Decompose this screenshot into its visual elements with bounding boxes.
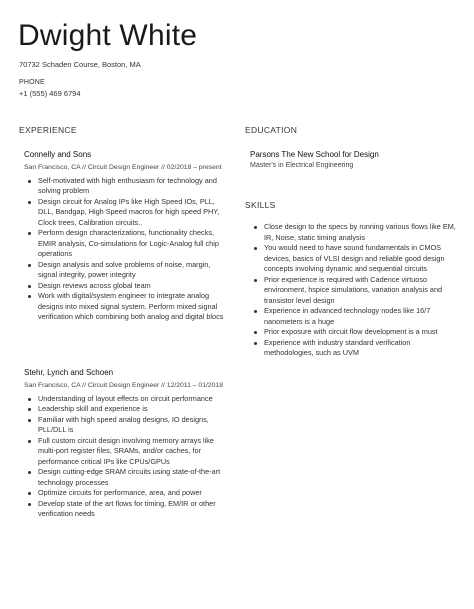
experience-heading: EXPERIENCE <box>19 125 77 135</box>
phone-number: +1 (555) 469 6794 <box>19 89 81 98</box>
candidate-name: Dwight White <box>18 19 198 52</box>
bullet-item: Design analysis and solve problems of noise, margin, signal integrity, power integrity <box>24 260 230 281</box>
skill-item: You would need to have sound fundamentals in CMOS devices, basics of VLSI design and reliable good design concepts involving dynamic and sequential circuits <box>250 243 456 275</box>
bullet-item: Design circuit for Analog IPs like High Speed IOs, PLL, DLL, Bandgap, High Speed macros for high speed PHY, Clock trees, Calibration circuits.. <box>24 197 230 229</box>
experience-entry <box>24 149 230 323</box>
skill-item: Prior experience is required with Cadence virtuoso environment, hspice simulations, variation analysis and transistor level design <box>250 275 456 307</box>
job-bullets <box>24 394 230 520</box>
skill-item: Close design to the specs by running various flows like EM, IR, Noise, static timing analysis <box>250 222 456 243</box>
degree: Master's in Electrical Engineering <box>250 162 354 169</box>
job-bullets <box>24 176 230 323</box>
job-meta: San Francisco, CA // Circuit Design Engineer // 02/2018 – present <box>24 164 222 171</box>
job-meta: San Francisco, CA // Circuit Design Engineer // 12/2011 – 01/2018 <box>24 382 223 389</box>
bullet-item: Perform design characterizations, functionality checks, EMIR analysis, Co-simulations for Logic-Analog full chip operations <box>24 228 230 260</box>
skills-heading: SKILLS <box>245 200 276 210</box>
bullet-item: Full custom circuit design involving memory arrays like multi-port register files, SRAMs, and/or caches, for performance critical IPs like CPUs/GPUs <box>24 436 230 468</box>
company-name: Stehr, Lynch and Schoen <box>24 368 114 377</box>
skill-item: Experience in advanced technology nodes like 16/7 nanometers is a huge <box>250 306 456 327</box>
bullet-item: Design reviews across global team <box>24 281 230 292</box>
bullet-item: Work with digital/system engineer to integrate analog designs into mixed signal system. Perform mixed signal verification which combining both analog and digital blocs <box>24 291 230 323</box>
education-heading: EDUCATION <box>245 125 298 135</box>
bullet-item: Leadership skill and experience is <box>24 404 230 415</box>
bullet-item: Design cutting-edge SRAM circuits using state-of-the-art technology processes <box>24 467 230 488</box>
address: 70732 Schaden Course, Boston, MA <box>19 60 141 69</box>
skills-list <box>250 222 456 359</box>
skill-item: Prior exposure with circuit flow development is a must <box>250 327 456 338</box>
bullet-item: Understanding of layout effects on circuit performance <box>24 394 230 405</box>
skill-item: Experience with industry standard verification methodologies, such as UVM <box>250 338 456 359</box>
bullet-item: Optimize circuits for performance, area, and power <box>24 488 230 499</box>
school-name: Parsons The New School for Design <box>250 150 379 159</box>
bullet-item: Develop state of the art flows for timing, EM/IR or other verification needs <box>24 499 230 520</box>
education-entry <box>250 149 460 171</box>
bullet-item: Familiar with high speed analog designs, IO designs, PLL/DLL is <box>24 415 230 436</box>
skills-bullets <box>250 222 456 359</box>
phone-label: PHONE <box>19 79 45 86</box>
company-name: Connelly and Sons <box>24 150 92 159</box>
experience-entry <box>24 367 230 520</box>
bullet-item: Self-motivated with high enthusiasm for technology and solving problem <box>24 176 230 197</box>
